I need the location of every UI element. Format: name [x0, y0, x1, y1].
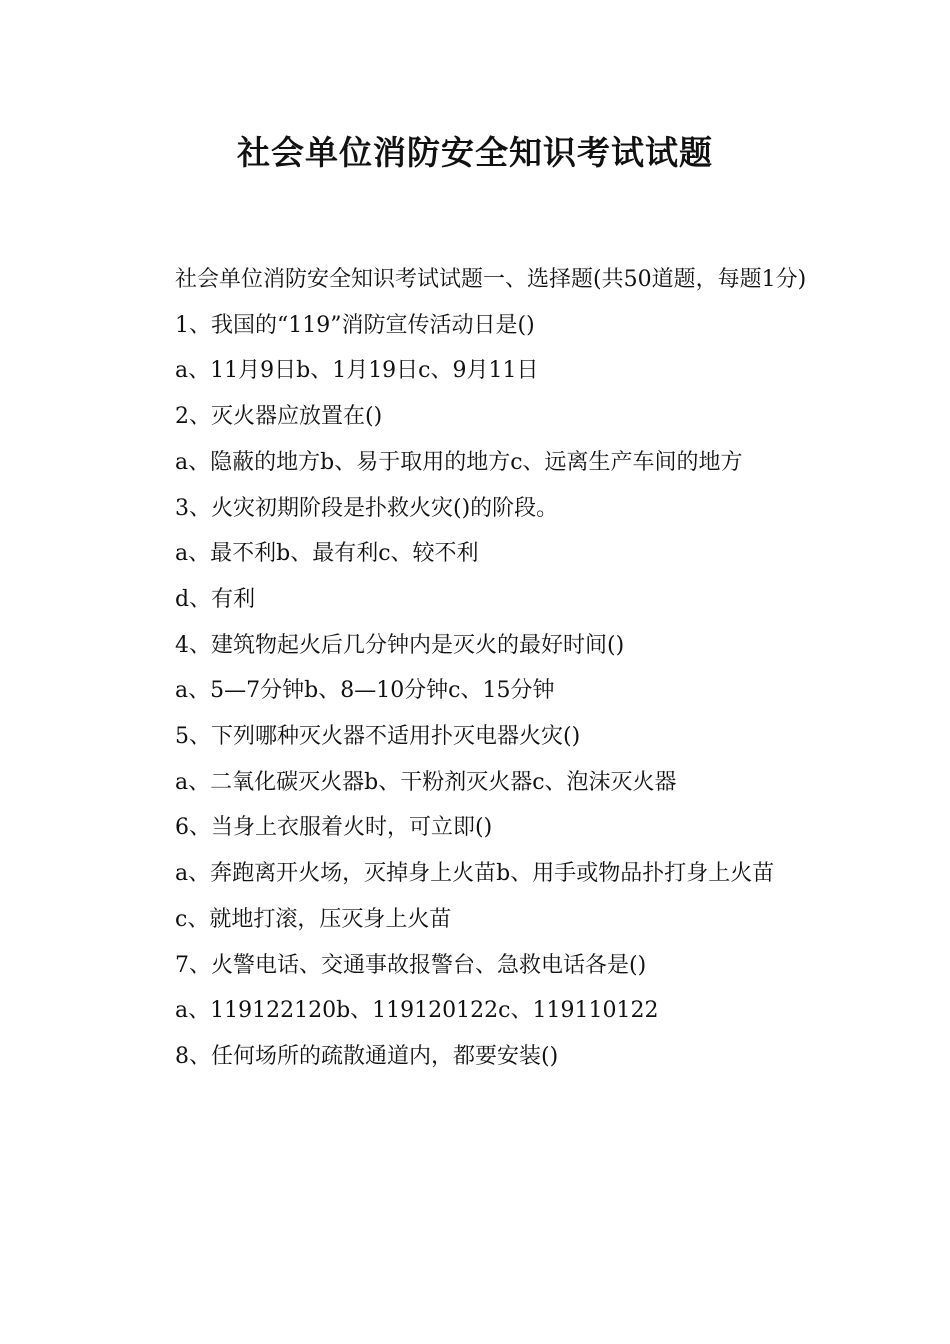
question-4: 4、建筑物起火后几分钟内是灭火的最好时间()	[175, 632, 625, 658]
question-5: 5、下列哪种灭火器不适用扑灭电器火灾()	[175, 724, 581, 750]
options-3-d: d、有利	[175, 586, 256, 612]
options-2: a、隐蔽的地方b、易于取用的地方c、远离生产车间的地方	[175, 449, 743, 475]
question-1: 1、我国的“119”消防宣传活动日是()	[175, 312, 535, 338]
question-7: 7、火警电话、交通事故报警台、急救电话各是()	[175, 952, 647, 978]
options-6-ab: a、奔跑离开火场，灭掉身上火苗b、用手或物品扑打身上火苗	[175, 861, 775, 887]
options-7: a、119122120b、119120122c、119110122	[175, 998, 659, 1024]
options-6-c: c、就地打滚，压灭身上火苗	[175, 906, 452, 932]
document-title: 社会单位消防安全知识考试试题	[237, 133, 713, 172]
question-8: 8、任何场所的疏散通道内，都要安装()	[175, 1043, 559, 1069]
options-5: a、二氧化碳灭火器b、干粉剂灭火器c、泡沫灭火器	[175, 769, 677, 795]
document-body	[128, 257, 808, 1080]
question-2: 2、灭火器应放置在()	[175, 404, 383, 430]
options-3: a、最不利b、最有利c、较不利	[175, 541, 479, 567]
question-6: 6、当身上衣服着火时，可立即()	[175, 815, 493, 841]
options-1: a、11月9日b、1月19日c、9月11日	[175, 358, 539, 384]
question-3: 3、火灾初期阶段是扑救火灾()的阶段。	[175, 495, 559, 521]
options-4: a、5—7分钟b、8—10分钟c、15分钟	[175, 678, 555, 704]
paragraph-intro: 社会单位消防安全知识考试试题一、选择题(共50道题，每题1分)	[175, 267, 807, 292]
